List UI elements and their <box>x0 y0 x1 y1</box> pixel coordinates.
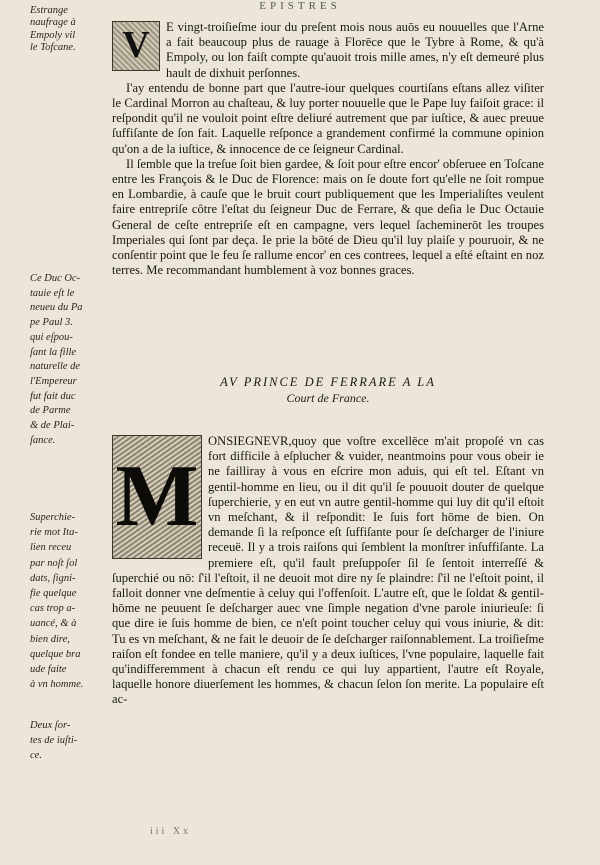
margin-line: & de Plai- <box>30 420 75 432</box>
margin-line: cas trop a- <box>30 603 76 615</box>
margin-line: Ce Duc Oc- <box>30 273 81 284</box>
margin-line: naturelle de <box>30 361 81 373</box>
margin-note-superchierie <box>30 510 110 692</box>
margin-line: bien dire, <box>30 633 70 645</box>
margin-line: pe Paul 3. <box>30 317 73 329</box>
heading-title: AV PRINCE DE FERRARE A LA <box>220 375 436 389</box>
margin-line: de Parme <box>30 405 71 417</box>
heading-subtitle: Court de France. <box>286 391 370 405</box>
margin-line: qui eſpou- <box>30 331 73 343</box>
margin-line: Deux ſor- <box>30 720 71 731</box>
running-title: EPISTRES <box>259 0 341 12</box>
margin-note-naufrage <box>30 5 110 54</box>
margin-line: ſant la fille <box>30 346 77 358</box>
margin-line: ſance. <box>30 434 56 446</box>
margin-note-duc-octauie <box>30 272 110 448</box>
margin-line: fie quelque <box>30 588 77 600</box>
margin-line: fut fait duc <box>30 390 76 402</box>
letter-body-1 <box>112 20 544 278</box>
signature-mark: iii Xx <box>150 826 192 837</box>
drop-cap-ornament: M <box>112 435 202 559</box>
margin-line: dats, ſigni- <box>30 572 76 584</box>
margin-line: à vn homme. <box>30 679 84 691</box>
margin-line: le Tofcane. <box>30 41 76 53</box>
margin-line: l'Empereur <box>30 375 77 387</box>
letter-heading <box>112 374 544 406</box>
margin-line: tauie eſt le <box>30 287 75 299</box>
paragraph-text: quoy que voſtre excellēce m'ait propoſé vn cas fort difficile à eſplucher & vuider, neantmoins pour vous obeir ie ne failliray à vous en eſcrire mon aduis, qui eſt tel. Eſtant vn gentil-homme en lieu, ou il dit qu'il ſe pouuoit douter de quelque ſuperchierie, y en eut vn autre gentil-homme qui luy dit qu'il eſtoit vn meſchant, & il reſpondit: Ie ſuis fort hōme de bien. On demande ſi la reſponce eſt ſuffiſante pour ſe deſcharger de l'iniure receuë. Il y a trois raiſons qui ſemblent la monſtrer inſuffiſante. La premiere eſt, qu'il fault preſuppoſer ſil ſe ſentoit interreſſé & ſuperchié ou nō: ſ'il l'eſtoit, il ne deuoit mot dire ny ſe plaindre: ſ'il ne l'eſtoit point, il falloit donner vne deſmentie à celuy qui l'offenſoit. L'autre eſt, que le ſoldat & gentil-hōme ne peuuent ſe deſcharger auec vne ſimple negation d'vne parole iniurieuſe: ſi que dire ie ſuis homme de bien, ce n'eſt point toucher celuy qui vous iniurie, & dit: Tu es vn meſchant, & ne fait le deuoir de ſe deſcharger raiſonnablement. La troiſieſme raiſon eſt fondee en telle maniere, qu'il y a deux iuſtices, l'vne populaire, laquelle fait qu'indifferemment à chacun eſt rendu ce qui luy appartient, l'autre eſt Royale, laquelle honore diuerſement les hommes, & chacun ſelon ſon merite. La populaire eſt ac- <box>112 434 544 707</box>
paragraph-treve: Il ſemble que la treſue ſoit bien gardee, & ſoit pour eſtre encor' obſeruee en Toſcane entre les François & le Duc de Florence: mais on ſe doute fort qu'elle ne ſoit rompue en Lombardie, à cauſe que le bruit court publiquement que les Imperialiſtes veulent faire entrepriſe côtre l'eſtat du ſeigneur Duc de Ferrare, & que deſia le Duc Octauie General de ceſte entrepriſe eſt en campagne, vers lequel ſacheminerōt les troupes Imperiales qui ſont par deça. Ie prie la bōté de Dieu qu'il luy plaiſe y pouruoir, & ne conſentir point que le feu ſe rallume encor' en ces contrees, lequel a eſté eſtaint en noz terres. Me recommandant humblement à voz bonnes graces. <box>112 156 544 278</box>
margin-line: lien receu <box>30 542 72 554</box>
paragraph-arne-flood <box>112 20 544 81</box>
margin-line: tes de iuſti- <box>30 735 78 747</box>
margin-line: Estrange <box>30 5 68 16</box>
salutation: ONSIEGNEVR, <box>208 434 292 448</box>
margin-line: naufrage à <box>30 17 76 29</box>
margin-line: rie mot Ita- <box>30 527 78 539</box>
drop-cap-ornament: V <box>112 21 160 71</box>
paragraph-text: E vingt-troiſieſme iour du preſent mois nous auōs eu nouuelles que l'Arne a fait beaucoup plus de rauage à Florēce que le Tybre à Rome, & qu'à Empoly, ou lon faiſt compte qu'auoit trois mille ames, n'y eſt demeuré plus hault de dixhuit perſonnes. <box>166 20 544 80</box>
paragraph-cardinal-morron: I'ay entendu de bonne part que l'autre-iour quelques courtiſans eſtans allez viſiter le Cardinal Morron au chaſteau, & luy porter nouuelle que le Pape luy faiſoit grace: il reſpondit qu'il ne vouloit point eſtre deliuré autrement que par iuſtice, & auec preuue ſuffiſante de ſon fait. Laquelle reſponce a grandement confirmé la commune opinion qu'on a de la iuſtice, & innocence de ce ſeigneur Cardinal. <box>112 80 544 156</box>
margin-line: par noſt ſol <box>30 557 78 569</box>
margin-line: Empoly vil <box>30 29 76 41</box>
margin-note-deux-iustices <box>30 718 110 764</box>
letter-body-2 <box>112 434 544 708</box>
margin-line: Superchie- <box>30 512 76 523</box>
margin-line: ude faite <box>30 664 67 676</box>
margin-line: quelque bra <box>30 648 81 660</box>
paragraph-monseigneur <box>112 434 544 708</box>
margin-line: ce. <box>30 750 42 762</box>
margin-line: neueu du Pa <box>30 302 83 314</box>
margin-line: uancé, & à <box>30 618 77 630</box>
